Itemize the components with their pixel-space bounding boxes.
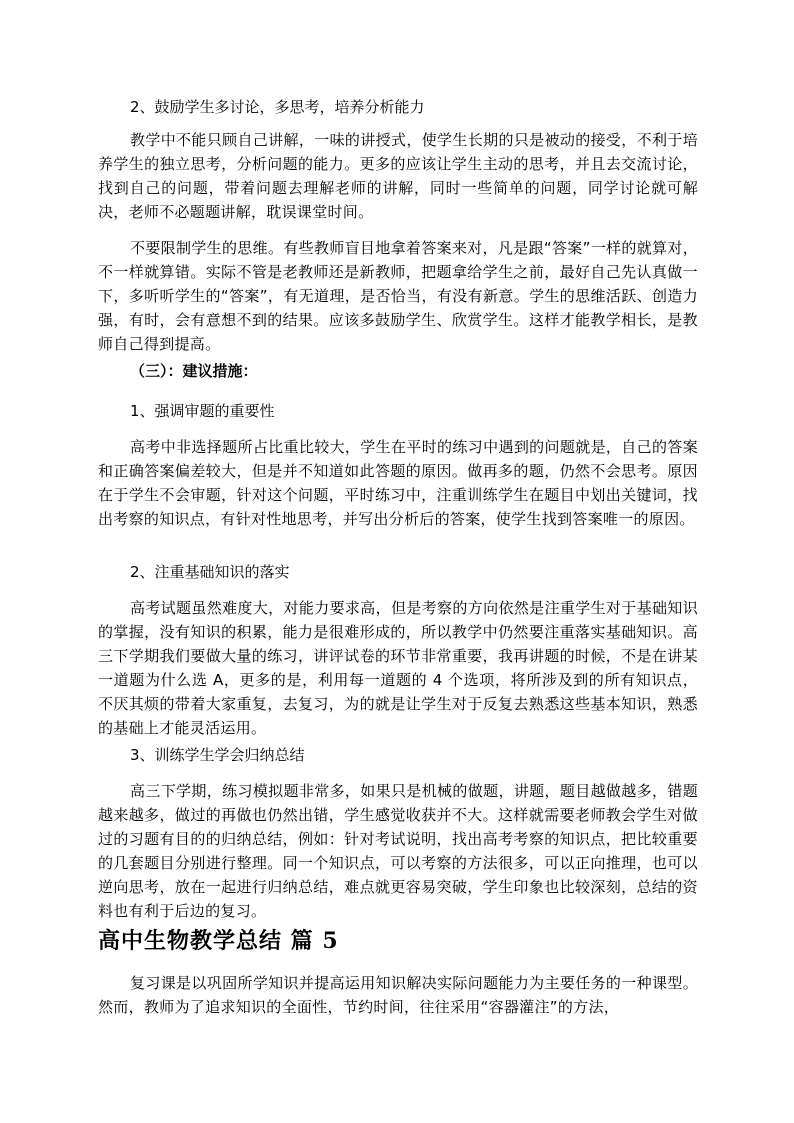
article-5-title: 高中生物教学总结 篇 5 bbox=[98, 928, 339, 954]
section-2-heading: 2、鼓励学生多讨论，多思考，培养分析能力 bbox=[130, 98, 425, 116]
measure-2-heading: 2、注重基础知识的落实 bbox=[130, 563, 290, 581]
paragraph-1: 教学中不能只顾自己讲解，一味的讲授式，使学生长期的只是被动的接受，不利于培养学生的独立思考，分析问题的能力。更多的应该让学生主动的思考，并且去交流讨论，找到自己的问题，带着问题去理解老师的讲解，同时一些简单的问题，同学讨论就可解决，老师不必题题讲解，耽误课堂时间。 bbox=[98, 131, 698, 221]
paragraph-5: 高三下学期，练习模拟题非常多，如果只是机械的做题，讲题，题目越做越多，错题越来越多，做过的再做也仍然出错，学生感觉收获并不大。这样就需要老师教会学生对做过的习题有目的的归纳总结，例如：针对考试说明，找出高考考察的知识点，把比较重要的几套题目分别进行整理。同一个知识点，可以考察的方法很多，可以正向推理，也可以逆向思考，放在一起进行归纳总结，难点就更容易突破，学生印象也比较深刻，总结的资料也有利于后边的复习。 bbox=[98, 782, 698, 920]
measure-3-heading: 3、训练学生学会归纳总结 bbox=[130, 746, 305, 764]
measure-1-heading: 1、强调审题的重要性 bbox=[130, 402, 275, 420]
paragraph-2: 不要限制学生的思维。有些教师盲目地拿着答案来对，凡是跟“答案”一样的就算对，不一样就算错。实际不管是老教师还是新教师，把题拿给学生之前，最好自己先认真做一下，多听听学生的“答案”，有无道理，是否恰当，有没有新意。学生的思维活跃、创造力强，有时，会有意想不到的结果。应该多鼓励学生、欣赏学生。这样才能教学相长，是教师自己得到提高。 bbox=[98, 239, 698, 353]
subsection-3-heading: （三）：建议措施： bbox=[130, 362, 258, 380]
paragraph-4: 高考试题虽然难度大，对能力要求高，但是考察的方向依然是注重学生对于基础知识的掌握，没有知识的积累，能力是很难形成的，所以教学中仍然要注重落实基础知识。高三下学期我们要做大量的练习，讲评试卷的环节非常重要，我再讲题的时候，不是在讲某一道题为什么选 A，更多的是，利用每一道题的 4 个选项，将所涉及到的所有知识点，不厌其烦的带着大家重复，去复习，为的就是让学生对于反复去熟悉这些基本知识，熟悉的基础上才能灵活运用。 bbox=[98, 599, 698, 737]
paragraph-3: 高考中非选择题所占比重比较大，学生在平时的练习中遇到的问题就是，自己的答案和正确答案偏差较大，但是并不知道如此答题的原因。做再多的题，仍然不会思考。原因在于学生不会审题，针对这个问题，平时练习中，注重训练学生在题目中划出关键词，找出考察的知识点，有针对性地思考，并写出分析后的答案，使学生找到答案唯一的原因。 bbox=[98, 438, 698, 528]
paragraph-6: 复习课是以巩固所学知识并提高运用知识解决实际问题能力为主要任务的一种课型。然而，教师为了追求知识的全面性，节约时间，往往采用“容器灌注”的方法， bbox=[98, 974, 698, 1016]
